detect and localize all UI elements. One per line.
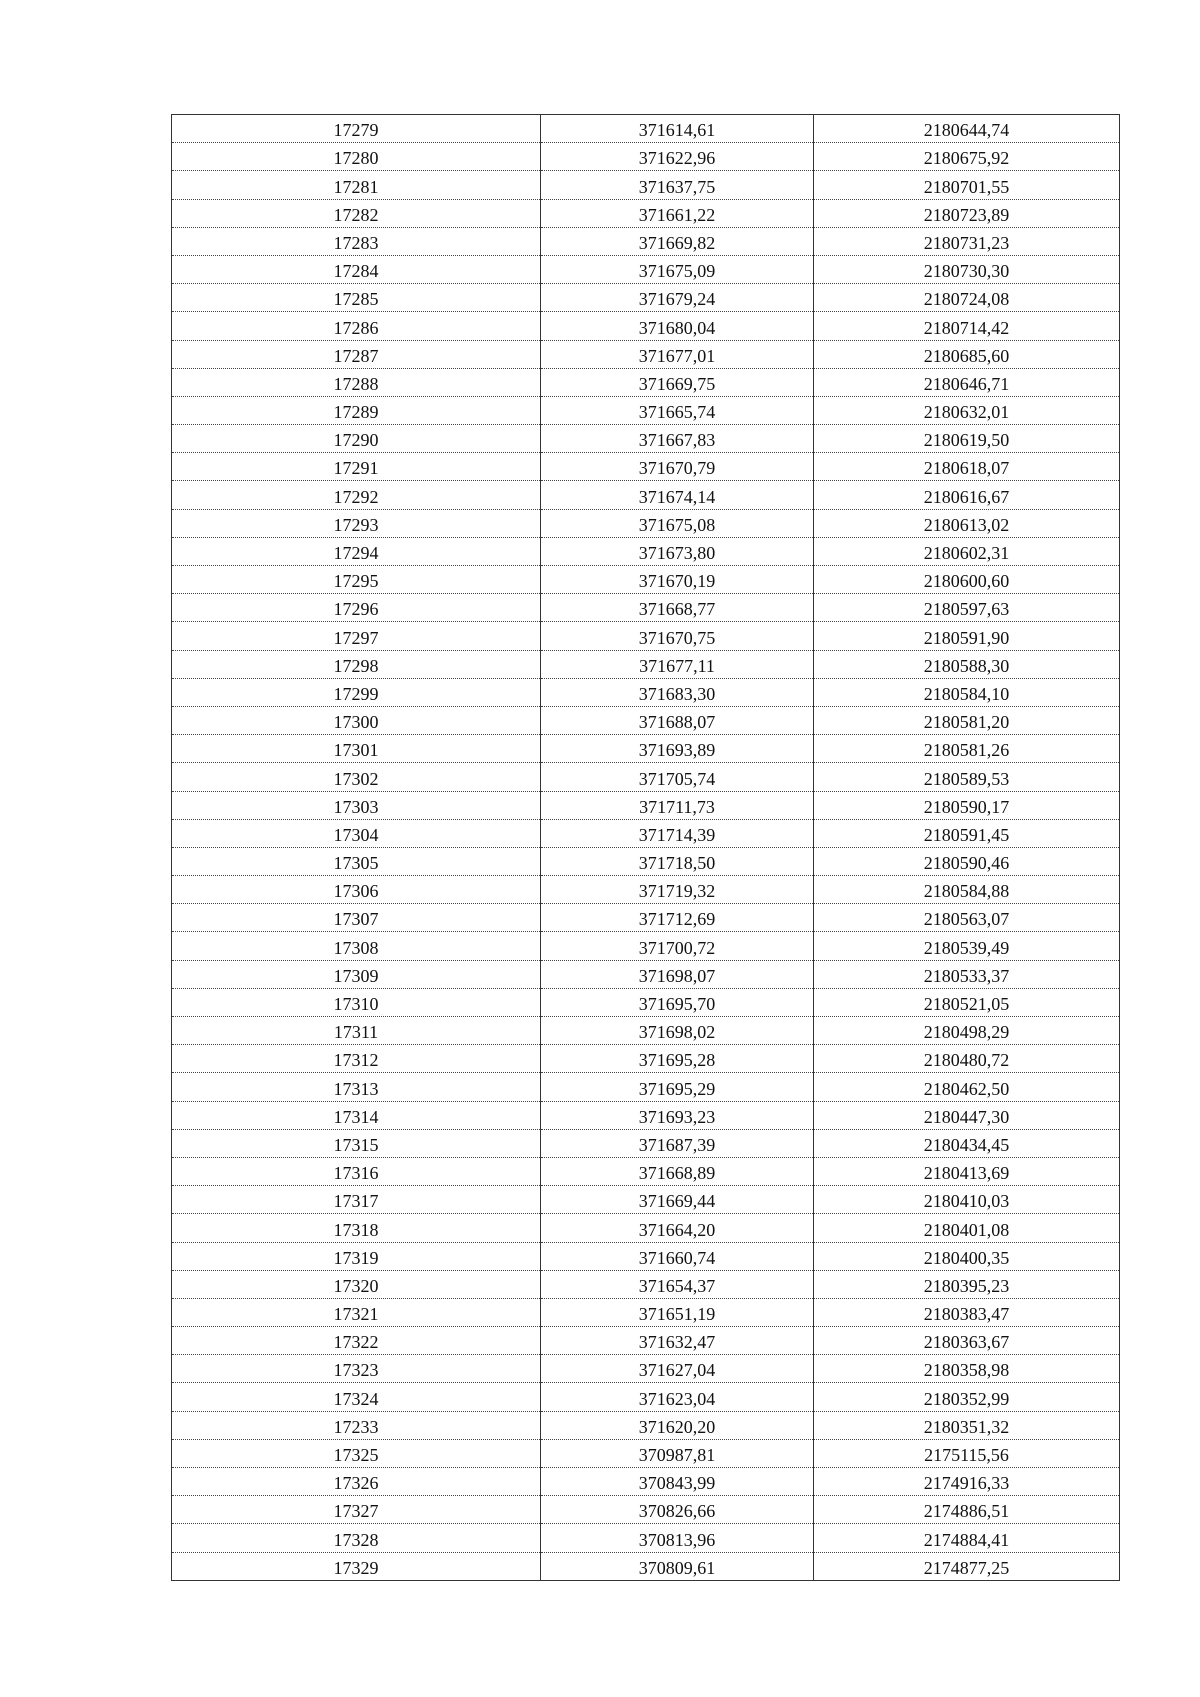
y-coordinate-cell: 2180616,67 (814, 481, 1120, 509)
x-coordinate-cell: 371669,82 (541, 227, 814, 255)
table-row (172, 904, 1120, 932)
y-coordinate-cell: 2180401,08 (814, 1214, 1120, 1242)
x-coordinate-cell: 371669,44 (541, 1186, 814, 1214)
y-coordinate-cell: 2180589,53 (814, 763, 1120, 791)
table-row (172, 171, 1120, 199)
x-coordinate-cell: 370843,99 (541, 1468, 814, 1496)
x-coordinate-cell: 371668,89 (541, 1157, 814, 1185)
y-coordinate-cell: 2180410,03 (814, 1186, 1120, 1214)
point-number-cell: 17280 (172, 143, 541, 171)
table-row (172, 791, 1120, 819)
point-number-cell: 17317 (172, 1186, 541, 1214)
table-row (172, 1073, 1120, 1101)
x-coordinate-cell: 370813,96 (541, 1524, 814, 1552)
x-coordinate-cell: 371677,01 (541, 340, 814, 368)
y-coordinate-cell: 2180701,55 (814, 171, 1120, 199)
table-row (172, 115, 1120, 143)
x-coordinate-cell: 371695,70 (541, 988, 814, 1016)
y-coordinate-cell: 2174916,33 (814, 1468, 1120, 1496)
point-number-cell: 17318 (172, 1214, 541, 1242)
y-coordinate-cell: 2180675,92 (814, 143, 1120, 171)
table-row (172, 763, 1120, 791)
x-coordinate-cell: 371623,04 (541, 1383, 814, 1411)
table-row (172, 537, 1120, 565)
point-number-cell: 17312 (172, 1045, 541, 1073)
x-coordinate-cell: 371673,80 (541, 537, 814, 565)
table-row (172, 509, 1120, 537)
x-coordinate-cell: 371622,96 (541, 143, 814, 171)
table-row (172, 960, 1120, 988)
y-coordinate-cell: 2180363,67 (814, 1327, 1120, 1355)
table-row (172, 566, 1120, 594)
point-number-cell: 17298 (172, 650, 541, 678)
x-coordinate-cell: 371714,39 (541, 819, 814, 847)
x-coordinate-cell: 371665,74 (541, 396, 814, 424)
table-row (172, 706, 1120, 734)
point-number-cell: 17284 (172, 255, 541, 283)
y-coordinate-cell: 2180521,05 (814, 988, 1120, 1016)
table-row (172, 1242, 1120, 1270)
point-number-cell: 17313 (172, 1073, 541, 1101)
table-row (172, 876, 1120, 904)
x-coordinate-cell: 371698,02 (541, 1017, 814, 1045)
x-coordinate-cell: 371661,22 (541, 199, 814, 227)
x-coordinate-cell: 371718,50 (541, 847, 814, 875)
y-coordinate-cell: 2180723,89 (814, 199, 1120, 227)
coordinates-table-body (172, 115, 1120, 1581)
y-coordinate-cell: 2180730,30 (814, 255, 1120, 283)
x-coordinate-cell: 370987,81 (541, 1439, 814, 1467)
x-coordinate-cell: 371614,61 (541, 115, 814, 143)
x-coordinate-cell: 371668,77 (541, 594, 814, 622)
y-coordinate-cell: 2180724,08 (814, 284, 1120, 312)
y-coordinate-cell: 2180434,45 (814, 1129, 1120, 1157)
point-number-cell: 17320 (172, 1270, 541, 1298)
y-coordinate-cell: 2180400,35 (814, 1242, 1120, 1270)
point-number-cell: 17299 (172, 678, 541, 706)
y-coordinate-cell: 2180685,60 (814, 340, 1120, 368)
y-coordinate-cell: 2180590,46 (814, 847, 1120, 875)
y-coordinate-cell: 2175115,56 (814, 1439, 1120, 1467)
table-row (172, 1552, 1120, 1580)
table-row (172, 1186, 1120, 1214)
table-row (172, 1270, 1120, 1298)
y-coordinate-cell: 2180539,49 (814, 932, 1120, 960)
table-row (172, 1524, 1120, 1552)
x-coordinate-cell: 371670,75 (541, 622, 814, 650)
table-row (172, 1411, 1120, 1439)
x-coordinate-cell: 371667,83 (541, 425, 814, 453)
point-number-cell: 17310 (172, 988, 541, 1016)
y-coordinate-cell: 2180588,30 (814, 650, 1120, 678)
table-row (172, 650, 1120, 678)
point-number-cell: 17293 (172, 509, 541, 537)
y-coordinate-cell: 2180731,23 (814, 227, 1120, 255)
table-row (172, 1157, 1120, 1185)
point-number-cell: 17307 (172, 904, 541, 932)
x-coordinate-cell: 371632,47 (541, 1327, 814, 1355)
table-row (172, 594, 1120, 622)
y-coordinate-cell: 2180646,71 (814, 368, 1120, 396)
y-coordinate-cell: 2180714,42 (814, 312, 1120, 340)
point-number-cell: 17315 (172, 1129, 541, 1157)
y-coordinate-cell: 2180563,07 (814, 904, 1120, 932)
point-number-cell: 17292 (172, 481, 541, 509)
table-row (172, 1439, 1120, 1467)
point-number-cell: 17314 (172, 1101, 541, 1129)
point-number-cell: 17328 (172, 1524, 541, 1552)
x-coordinate-cell: 371695,28 (541, 1045, 814, 1073)
y-coordinate-cell: 2174886,51 (814, 1496, 1120, 1524)
point-number-cell: 17308 (172, 932, 541, 960)
table-row (172, 481, 1120, 509)
x-coordinate-cell: 371683,30 (541, 678, 814, 706)
table-row (172, 227, 1120, 255)
y-coordinate-cell: 2180383,47 (814, 1298, 1120, 1326)
x-coordinate-cell: 371698,07 (541, 960, 814, 988)
point-number-cell: 17287 (172, 340, 541, 368)
x-coordinate-cell: 371675,08 (541, 509, 814, 537)
table-row (172, 396, 1120, 424)
y-coordinate-cell: 2180619,50 (814, 425, 1120, 453)
x-coordinate-cell: 371669,75 (541, 368, 814, 396)
point-number-cell: 17289 (172, 396, 541, 424)
point-number-cell: 17323 (172, 1355, 541, 1383)
table-row (172, 199, 1120, 227)
x-coordinate-cell: 371627,04 (541, 1355, 814, 1383)
point-number-cell: 17319 (172, 1242, 541, 1270)
x-coordinate-cell: 371688,07 (541, 706, 814, 734)
point-number-cell: 17321 (172, 1298, 541, 1326)
y-coordinate-cell: 2180581,26 (814, 735, 1120, 763)
point-number-cell: 17322 (172, 1327, 541, 1355)
x-coordinate-cell: 371670,19 (541, 566, 814, 594)
x-coordinate-cell: 370809,61 (541, 1552, 814, 1580)
point-number-cell: 17302 (172, 763, 541, 791)
table-row (172, 622, 1120, 650)
x-coordinate-cell: 371677,11 (541, 650, 814, 678)
point-number-cell: 17296 (172, 594, 541, 622)
x-coordinate-cell: 371705,74 (541, 763, 814, 791)
x-coordinate-cell: 371664,20 (541, 1214, 814, 1242)
point-number-cell: 17286 (172, 312, 541, 340)
y-coordinate-cell: 2180591,45 (814, 819, 1120, 847)
table-row (172, 932, 1120, 960)
point-number-cell: 17327 (172, 1496, 541, 1524)
y-coordinate-cell: 2180447,30 (814, 1101, 1120, 1129)
table-row (172, 1327, 1120, 1355)
x-coordinate-cell: 371637,75 (541, 171, 814, 199)
x-coordinate-cell: 371712,69 (541, 904, 814, 932)
x-coordinate-cell: 371620,20 (541, 1411, 814, 1439)
y-coordinate-cell: 2180591,90 (814, 622, 1120, 650)
x-coordinate-cell: 371693,23 (541, 1101, 814, 1129)
table-row (172, 1129, 1120, 1157)
table-row (172, 1496, 1120, 1524)
x-coordinate-cell: 371680,04 (541, 312, 814, 340)
point-number-cell: 17290 (172, 425, 541, 453)
point-number-cell: 17311 (172, 1017, 541, 1045)
point-number-cell: 17326 (172, 1468, 541, 1496)
point-number-cell: 17295 (172, 566, 541, 594)
y-coordinate-cell: 2180590,17 (814, 791, 1120, 819)
table-row (172, 143, 1120, 171)
y-coordinate-cell: 2180352,99 (814, 1383, 1120, 1411)
table-row (172, 1214, 1120, 1242)
x-coordinate-cell: 371679,24 (541, 284, 814, 312)
table-row (172, 312, 1120, 340)
table-row (172, 255, 1120, 283)
point-number-cell: 17294 (172, 537, 541, 565)
point-number-cell: 17281 (172, 171, 541, 199)
coordinates-table (171, 114, 1120, 1581)
point-number-cell: 17316 (172, 1157, 541, 1185)
table-row (172, 1383, 1120, 1411)
point-number-cell: 17324 (172, 1383, 541, 1411)
y-coordinate-cell: 2180581,20 (814, 706, 1120, 734)
x-coordinate-cell: 371670,79 (541, 453, 814, 481)
y-coordinate-cell: 2180613,02 (814, 509, 1120, 537)
point-number-cell: 17309 (172, 960, 541, 988)
y-coordinate-cell: 2180584,10 (814, 678, 1120, 706)
x-coordinate-cell: 371711,73 (541, 791, 814, 819)
y-coordinate-cell: 2180498,29 (814, 1017, 1120, 1045)
x-coordinate-cell: 371654,37 (541, 1270, 814, 1298)
table-row (172, 1468, 1120, 1496)
x-coordinate-cell: 371693,89 (541, 735, 814, 763)
point-number-cell: 17283 (172, 227, 541, 255)
x-coordinate-cell: 370826,66 (541, 1496, 814, 1524)
y-coordinate-cell: 2180462,50 (814, 1073, 1120, 1101)
table-row (172, 1355, 1120, 1383)
x-coordinate-cell: 371674,14 (541, 481, 814, 509)
point-number-cell: 17301 (172, 735, 541, 763)
table-row (172, 340, 1120, 368)
point-number-cell: 17304 (172, 819, 541, 847)
y-coordinate-cell: 2180413,69 (814, 1157, 1120, 1185)
x-coordinate-cell: 371675,09 (541, 255, 814, 283)
y-coordinate-cell: 2180395,23 (814, 1270, 1120, 1298)
x-coordinate-cell: 371695,29 (541, 1073, 814, 1101)
point-number-cell: 17288 (172, 368, 541, 396)
point-number-cell: 17329 (172, 1552, 541, 1580)
table-row (172, 368, 1120, 396)
x-coordinate-cell: 371719,32 (541, 876, 814, 904)
point-number-cell: 17325 (172, 1439, 541, 1467)
y-coordinate-cell: 2180351,32 (814, 1411, 1120, 1439)
y-coordinate-cell: 2180602,31 (814, 537, 1120, 565)
table-row (172, 1101, 1120, 1129)
point-number-cell: 17306 (172, 876, 541, 904)
table-row (172, 284, 1120, 312)
x-coordinate-cell: 371660,74 (541, 1242, 814, 1270)
point-number-cell: 17297 (172, 622, 541, 650)
point-number-cell: 17303 (172, 791, 541, 819)
table-row (172, 847, 1120, 875)
y-coordinate-cell: 2180632,01 (814, 396, 1120, 424)
point-number-cell: 17291 (172, 453, 541, 481)
y-coordinate-cell: 2174884,41 (814, 1524, 1120, 1552)
y-coordinate-cell: 2180358,98 (814, 1355, 1120, 1383)
x-coordinate-cell: 371651,19 (541, 1298, 814, 1326)
y-coordinate-cell: 2180480,72 (814, 1045, 1120, 1073)
table-row (172, 988, 1120, 1016)
point-number-cell: 17300 (172, 706, 541, 734)
x-coordinate-cell: 371700,72 (541, 932, 814, 960)
table-row (172, 425, 1120, 453)
table-row (172, 1017, 1120, 1045)
y-coordinate-cell: 2174877,25 (814, 1552, 1120, 1580)
y-coordinate-cell: 2180533,37 (814, 960, 1120, 988)
point-number-cell: 17305 (172, 847, 541, 875)
table-row (172, 1298, 1120, 1326)
table-row (172, 678, 1120, 706)
x-coordinate-cell: 371687,39 (541, 1129, 814, 1157)
table-row (172, 1045, 1120, 1073)
point-number-cell: 17285 (172, 284, 541, 312)
table-row (172, 819, 1120, 847)
point-number-cell: 17282 (172, 199, 541, 227)
table-row (172, 453, 1120, 481)
y-coordinate-cell: 2180597,63 (814, 594, 1120, 622)
y-coordinate-cell: 2180618,07 (814, 453, 1120, 481)
y-coordinate-cell: 2180584,88 (814, 876, 1120, 904)
y-coordinate-cell: 2180600,60 (814, 566, 1120, 594)
point-number-cell: 17279 (172, 115, 541, 143)
y-coordinate-cell: 2180644,74 (814, 115, 1120, 143)
table-row (172, 735, 1120, 763)
point-number-cell: 17233 (172, 1411, 541, 1439)
